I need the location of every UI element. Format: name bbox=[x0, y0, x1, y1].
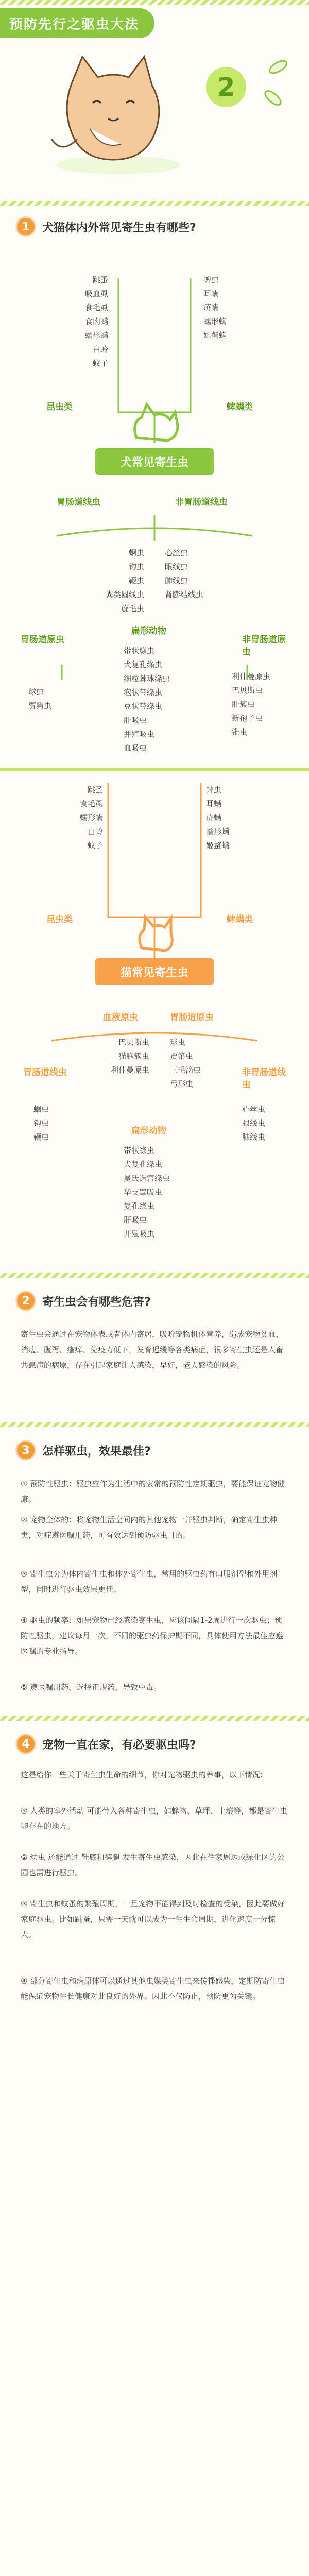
section-number: 2 bbox=[15, 1291, 36, 1311]
dog-flat-list bbox=[124, 644, 191, 755]
list-item: 三毛滴虫 bbox=[170, 1065, 201, 1075]
section-number: 3 bbox=[15, 1440, 36, 1461]
list-item: 球虫 bbox=[28, 687, 44, 697]
list-item: 肾膨结线虫 bbox=[165, 590, 204, 599]
dog-gi-round-list bbox=[88, 546, 144, 616]
dog-center-pill: 犬常见寄生虫 bbox=[95, 448, 214, 475]
list-item: 蚊子 bbox=[87, 841, 103, 850]
list-item: 锥虫 bbox=[232, 727, 248, 737]
section-3-heading bbox=[15, 1440, 151, 1461]
list-item: 姬螯螨 bbox=[206, 841, 230, 850]
gi-round-label: 胃肠道线虫 bbox=[57, 497, 100, 507]
divider-stripe bbox=[0, 1422, 309, 1427]
cat-center-pill: 猫常见寄生虫 bbox=[95, 958, 214, 985]
list-item: 利什曼原虫 bbox=[110, 1065, 149, 1075]
list-item: 眼线虫 bbox=[242, 1118, 266, 1128]
list-item: 带状绦虫 bbox=[124, 1146, 155, 1155]
list-item: 鞭虫 bbox=[33, 1132, 49, 1142]
list-item: 鞭虫 bbox=[128, 576, 144, 585]
list-item: 细粒棘球绦虫 bbox=[124, 674, 170, 683]
list-item: 蜱虫 bbox=[206, 785, 222, 794]
list-item: 贾第虫 bbox=[170, 1052, 194, 1061]
section-4-heading bbox=[15, 1734, 196, 1754]
list-item: 跳蚤 bbox=[87, 785, 103, 794]
list-item: 食毛虱 bbox=[79, 799, 103, 808]
cat-non-gi-list bbox=[242, 1103, 288, 1144]
list-item: 贾第虫 bbox=[28, 701, 52, 710]
spider-label: 蜱螨类 bbox=[227, 914, 253, 925]
list-item: 复孔绦虫 bbox=[124, 1201, 155, 1211]
list-item: 并殖吸虫 bbox=[124, 1229, 155, 1239]
flat-label: 扁形动物 bbox=[131, 1126, 166, 1136]
list-item: 肺线虫 bbox=[165, 576, 188, 585]
list-item: 蛔虫 bbox=[33, 1105, 49, 1114]
list-item: 利什曼原虫 bbox=[232, 672, 271, 681]
section-title: 犬猫体内外常见寄生虫有哪些? bbox=[42, 221, 196, 234]
section-number: 4 bbox=[15, 1734, 36, 1754]
list-item: 耳螨 bbox=[206, 799, 222, 808]
list-item: 犬复孔绦虫 bbox=[124, 660, 163, 669]
section-2-body: 寄生虫会通过在宠物体表或者体内寄居，吸吮宠物机体营养，造成宠物贫血、消瘦、腹泻、瘙痒、免疫力低下，发育迟缓等各类病症，很多寄生虫还是人畜共患病的病原，存在引起家庭让人感染，早好，老人感染的风险。 bbox=[21, 1330, 284, 1370]
list-item: 耳螨 bbox=[203, 289, 219, 298]
section-3-p3: ③ 寄生虫分为体内寄生虫和体外寄生虫，常用的驱虫药有口服剂型和外用剂型，同时进行驱虫效果更佳。 bbox=[21, 1569, 278, 1594]
list-item: 犬复孔绦虫 bbox=[124, 1160, 163, 1169]
list-item: 疥螨 bbox=[203, 303, 219, 312]
list-item: 眼线虫 bbox=[165, 562, 188, 571]
cat-ext-left-list bbox=[57, 783, 103, 853]
dog-ext-right-list bbox=[203, 273, 255, 343]
list-item: 钩虫 bbox=[128, 562, 144, 571]
section-3-p2: ② 宠物全体的：将宠物生活空间内的其他宠物一并驱虫判断，确定寄生虫种类，对症遵医嘱用药，可有效达到预防驱虫目的。 bbox=[21, 1515, 278, 1540]
blood-proto-label: 血液原虫 bbox=[103, 1012, 138, 1023]
list-item: 姬螯螨 bbox=[203, 331, 227, 340]
list-item: 豆状带绦虫 bbox=[124, 702, 163, 711]
gi-round-label: 胃肠道线虫 bbox=[23, 1067, 67, 1078]
non-gi-proto-label: 非胃肠道原虫 bbox=[242, 635, 286, 657]
cat-blood-proto-list bbox=[88, 1036, 149, 1077]
list-item: 巴贝斯虫 bbox=[232, 686, 263, 695]
section-4-p3: ③ 寄生虫和蚊蚤的繁殖周期，一旦宠物不能得到及时检查的受染，因此要做好家庭驱虫。比如跳蚤，只需一天就可以成为一生生命周期，进化速度十分惊人。 bbox=[21, 1899, 285, 1939]
list-item: 带状绦虫 bbox=[124, 646, 155, 655]
list-item: 粪类圆线虫 bbox=[105, 590, 144, 599]
cat-gi-proto-list bbox=[170, 1036, 227, 1091]
dog-icon bbox=[126, 397, 183, 448]
insect-label: 昆虫类 bbox=[46, 402, 73, 412]
non-gi-label: 非胃肠道线虫 bbox=[242, 1067, 286, 1090]
list-item: 华支睾吸虫 bbox=[124, 1188, 163, 1197]
section-badge: 2 bbox=[206, 67, 246, 107]
section-4-p4: ④ 部分寄生虫和病原体可以通过其他虫媒类寄生虫来传播感染，定期防寄生虫能保证宠物生长健康对此良好的外界。因此不仅防止，预防更为关键。 bbox=[21, 1976, 285, 2001]
gi-proto-label: 胃肠道原虫 bbox=[21, 635, 64, 645]
list-item: 肝簇虫 bbox=[232, 700, 255, 709]
section-title: 怎样驱虫，效果最佳? bbox=[42, 1445, 151, 1458]
list-item: 肝吸虫 bbox=[124, 716, 147, 725]
section-4-p2: ② 幼虫 还能通过 鞋底和裤腿 发生寄生虫感染，因此在住家周边或绿化区的公园也需进行驱虫。 bbox=[21, 1853, 285, 1877]
list-item: 弓形虫 bbox=[170, 1079, 194, 1089]
list-item: 吸血虱 bbox=[84, 289, 108, 298]
list-item: 曼氏迭宫绦虫 bbox=[124, 1174, 170, 1183]
dog-non-gi-proto-list bbox=[232, 670, 294, 739]
list-item: 蜱虫 bbox=[203, 275, 219, 284]
section-4-p1: ① 人类的室外活动 可能带入各种寄生虫，如蜂物、草坪、土壤等，都是寄生虫卵存在的地方。 bbox=[21, 1806, 287, 1831]
dog-ext-left-list bbox=[62, 273, 108, 370]
section-3-p5: ⑤ 遵医嘱用药，选择正规药，导致中毒。 bbox=[21, 1683, 162, 1692]
list-item: 蠕形螨 bbox=[203, 317, 227, 326]
divider-stripe bbox=[0, 1273, 309, 1278]
list-item: 白蛉 bbox=[87, 827, 103, 836]
list-item: 心丝虫 bbox=[242, 1105, 266, 1114]
list-item: 疥螨 bbox=[206, 813, 222, 822]
list-item: 泡状带绦虫 bbox=[124, 688, 163, 697]
divider-stripe bbox=[0, 768, 309, 771]
dog-gi-proto-list bbox=[28, 685, 70, 713]
divider-stripe bbox=[0, 1716, 309, 1721]
cat-flat-list bbox=[124, 1144, 191, 1241]
list-item: 蛔虫 bbox=[128, 548, 144, 557]
list-item: 蠕形螨 bbox=[84, 331, 108, 340]
flat-label: 扁形动物 bbox=[131, 626, 166, 636]
list-item: 巴贝斯虫 bbox=[118, 1038, 149, 1047]
list-item: 心丝虫 bbox=[165, 548, 188, 557]
section-number: 1 bbox=[15, 216, 36, 237]
non-gi-round-label: 非胃肠道线虫 bbox=[175, 497, 228, 507]
list-item: 猫胞簇虫 bbox=[118, 1052, 149, 1061]
section-3-p1: ① 预防性驱虫：驱虫应作为生活中的家常的预防性定期驱虫，要能保证宠物健康。 bbox=[21, 1479, 285, 1504]
list-item: 血吸虫 bbox=[124, 743, 147, 753]
dog-non-gi-list bbox=[165, 546, 227, 602]
list-item: 肺线虫 bbox=[242, 1132, 266, 1142]
page-title: 预防先行之驱虫大法 bbox=[9, 16, 140, 32]
section-2-heading bbox=[15, 1291, 151, 1311]
list-item: 白蛉 bbox=[92, 345, 108, 354]
spider-label: 蜱螨类 bbox=[227, 402, 253, 412]
list-item: 蠕形螨 bbox=[79, 813, 103, 822]
list-item: 蚊子 bbox=[92, 359, 108, 368]
section-title: 宠物一直在家，有必要驱虫吗? bbox=[42, 1738, 196, 1752]
section-3-p4: ④ 驱虫的频率：如果宠物已经感染寄生虫，应该间隔1-2周进行一次驱虫；预防性驱虫，建议每月一次，不同的驱虫药保护期不同，具体使用方法最佳应遵医嘱的专业指导。 bbox=[21, 1616, 284, 1656]
list-item: 跳蚤 bbox=[92, 275, 108, 284]
cat-icon bbox=[129, 907, 180, 958]
list-item: 并殖吸虫 bbox=[124, 730, 155, 739]
cat-gi-round-list bbox=[33, 1103, 70, 1144]
list-item: 食肉螨 bbox=[84, 317, 108, 326]
list-item: 球虫 bbox=[170, 1038, 186, 1047]
insect-label: 昆虫类 bbox=[46, 914, 73, 925]
list-item: 旋毛虫 bbox=[121, 604, 144, 613]
section-title: 寄生虫会有哪些危害? bbox=[42, 1295, 151, 1309]
list-item: 新孢子虫 bbox=[232, 714, 263, 723]
list-item: 食毛虱 bbox=[84, 303, 108, 312]
list-item: 钩虫 bbox=[33, 1118, 49, 1128]
gi-proto-label: 胃肠道原虫 bbox=[170, 1012, 214, 1023]
cat-ext-right-list bbox=[206, 783, 258, 853]
list-item: 蠕形螨 bbox=[206, 827, 230, 836]
section-4-intro: 这是给你一些关于寄生虫生命的细节，你对宠物驱虫的养事，以下情况: bbox=[21, 1770, 263, 1780]
list-item: 肝吸虫 bbox=[124, 1215, 147, 1225]
